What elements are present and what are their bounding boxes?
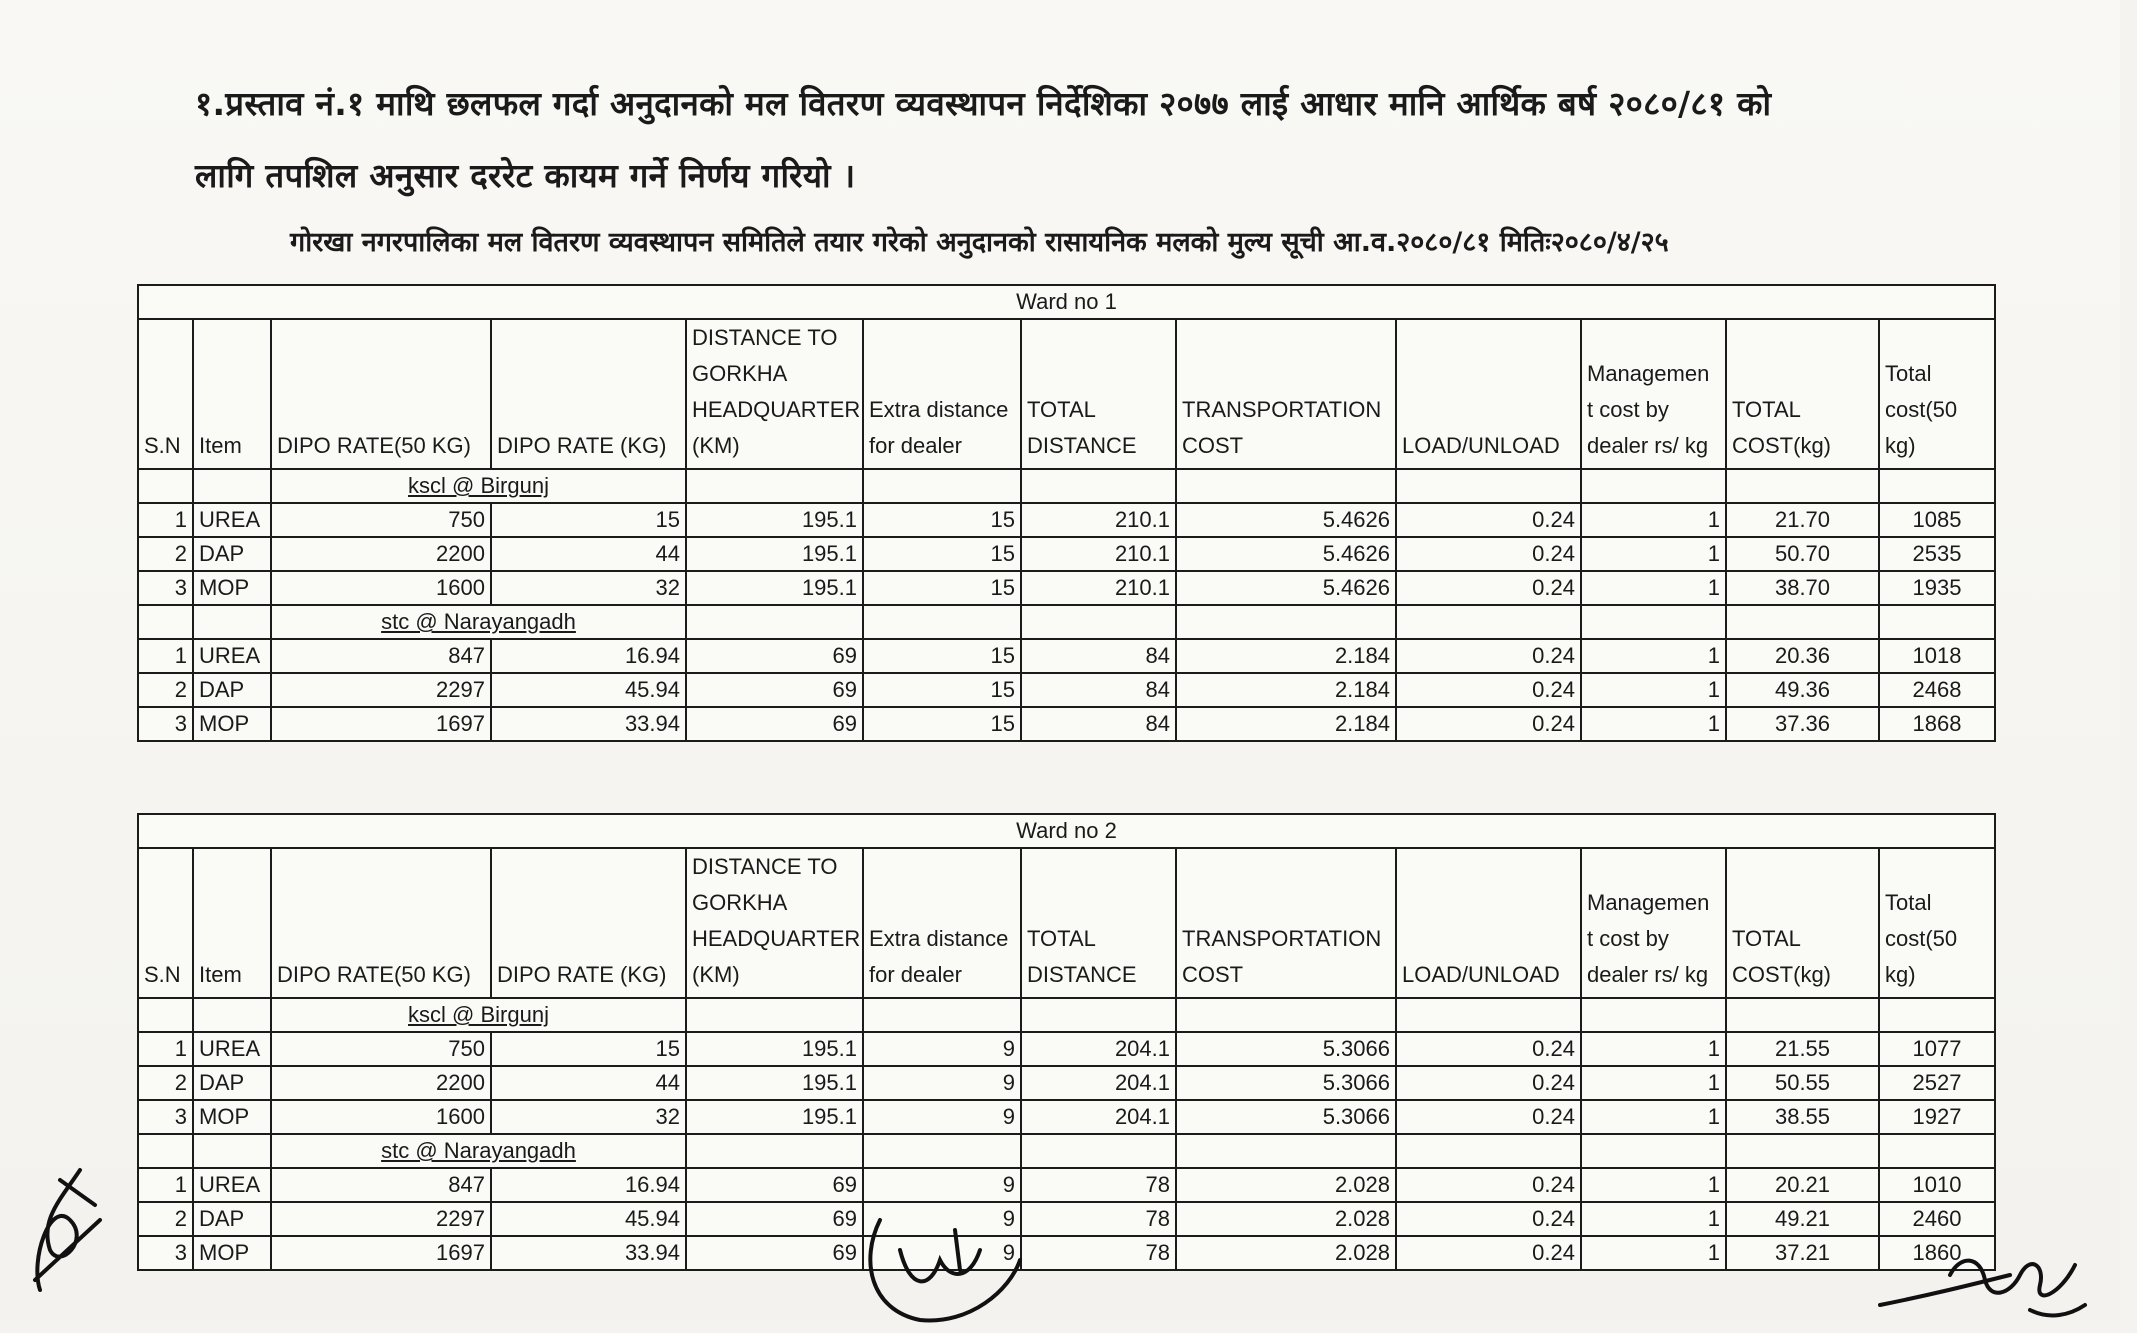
cell-mgmt: 1 bbox=[1581, 503, 1726, 537]
cell-cost-50: 1085 bbox=[1879, 503, 1995, 537]
cell-cost-50: 2527 bbox=[1879, 1066, 1995, 1100]
cell-item: UREA bbox=[193, 503, 271, 537]
empty-cell bbox=[1396, 605, 1581, 639]
cell-dist: 195.1 bbox=[686, 503, 863, 537]
cell-dipo50: 750 bbox=[271, 1032, 491, 1066]
column-header-load: LOAD/UNLOAD bbox=[1396, 848, 1581, 998]
cell-item: DAP bbox=[193, 1066, 271, 1100]
empty-cell bbox=[1726, 1134, 1879, 1168]
column-header-total-cost-50: Total cost(50 kg) bbox=[1879, 319, 1995, 469]
cell-extra: 15 bbox=[863, 537, 1021, 571]
cell-dist: 69 bbox=[686, 1202, 863, 1236]
cell-load: 0.24 bbox=[1396, 1032, 1581, 1066]
source-row bbox=[138, 605, 1995, 639]
cell-cost-50: 2460 bbox=[1879, 1202, 1995, 1236]
cell-cost-kg: 21.70 bbox=[1726, 503, 1879, 537]
column-header-mgmt: Managemen t cost by dealer rs/ kg bbox=[1581, 848, 1726, 998]
empty-cell bbox=[1879, 998, 1995, 1032]
signature-right bbox=[1870, 1235, 2100, 1325]
table-row bbox=[138, 673, 1995, 707]
source-row bbox=[138, 1134, 1995, 1168]
empty-cell bbox=[1021, 469, 1176, 503]
empty-cell bbox=[1176, 605, 1396, 639]
empty-cell bbox=[193, 469, 271, 503]
ward-1-table bbox=[137, 284, 1996, 742]
table-row bbox=[138, 1236, 1995, 1270]
paragraph-line-1: १.प्रस्ताव नं.१ माथि छलफल गर्दा अनुदानको मल वितरण व्यवस्थापन निर्देशिका २०७७ लाई आधार मानि आर्थिक बर्ष २०८०/८१ को bbox=[195, 84, 1772, 123]
empty-cell bbox=[1581, 469, 1726, 503]
cell-mgmt: 1 bbox=[1581, 707, 1726, 741]
cell-load: 0.24 bbox=[1396, 673, 1581, 707]
cell-dipo50: 847 bbox=[271, 639, 491, 673]
empty-cell bbox=[1726, 605, 1879, 639]
empty-cell bbox=[1879, 469, 1995, 503]
cell-total-dist: 78 bbox=[1021, 1202, 1176, 1236]
empty-cell bbox=[686, 469, 863, 503]
cell-sn: 2 bbox=[138, 1202, 193, 1236]
empty-cell bbox=[1021, 605, 1176, 639]
source-name: stc @ Narayangadh bbox=[271, 1134, 686, 1168]
cell-total-dist: 204.1 bbox=[1021, 1032, 1176, 1066]
cell-transport: 5.4626 bbox=[1176, 537, 1396, 571]
cell-transport: 2.184 bbox=[1176, 707, 1396, 741]
cell-total-dist: 204.1 bbox=[1021, 1066, 1176, 1100]
cell-mgmt: 1 bbox=[1581, 1100, 1726, 1134]
ward-2-table bbox=[137, 813, 1996, 1271]
cell-dipokg: 16.94 bbox=[491, 1168, 686, 1202]
cell-dist: 195.1 bbox=[686, 1066, 863, 1100]
cell-extra: 9 bbox=[863, 1236, 1021, 1270]
table-row bbox=[138, 1100, 1995, 1134]
cell-load: 0.24 bbox=[1396, 1066, 1581, 1100]
cell-extra: 15 bbox=[863, 707, 1021, 741]
column-header-item: Item bbox=[193, 319, 271, 469]
cell-sn: 3 bbox=[138, 1236, 193, 1270]
price-list-subtitle: गोरखा नगरपालिका मल वितरण व्यवस्थापन समितिले तयार गरेको अनुदानको रासायनिक मलको मुल्य सूची आ.व.२०८०/८१ मितिः२०८०/४/२५ bbox=[290, 227, 1669, 258]
cell-load: 0.24 bbox=[1396, 1168, 1581, 1202]
cell-load: 0.24 bbox=[1396, 707, 1581, 741]
cell-item: UREA bbox=[193, 639, 271, 673]
header-row bbox=[138, 848, 1995, 998]
empty-cell bbox=[686, 605, 863, 639]
empty-cell bbox=[1021, 998, 1176, 1032]
table-row bbox=[138, 537, 1995, 571]
empty-cell bbox=[1879, 605, 1995, 639]
table-row bbox=[138, 639, 1995, 673]
cell-dipokg: 15 bbox=[491, 503, 686, 537]
cell-sn: 1 bbox=[138, 1032, 193, 1066]
column-header-transport: TRANSPORTATION COST bbox=[1176, 848, 1396, 998]
cell-dipo50: 2297 bbox=[271, 673, 491, 707]
cell-mgmt: 1 bbox=[1581, 1202, 1726, 1236]
cell-transport: 5.3066 bbox=[1176, 1032, 1396, 1066]
cell-total-dist: 210.1 bbox=[1021, 503, 1176, 537]
empty-cell bbox=[193, 998, 271, 1032]
empty-cell bbox=[1176, 469, 1396, 503]
cell-load: 0.24 bbox=[1396, 571, 1581, 605]
cell-transport: 2.028 bbox=[1176, 1202, 1396, 1236]
cell-cost-50: 1868 bbox=[1879, 707, 1995, 741]
source-name: kscl @ Birgunj bbox=[271, 469, 686, 503]
cell-transport: 5.3066 bbox=[1176, 1100, 1396, 1134]
column-header-total-distance: TOTAL DISTANCE bbox=[1021, 319, 1176, 469]
empty-cell bbox=[863, 1134, 1021, 1168]
cell-cost-kg: 49.21 bbox=[1726, 1202, 1879, 1236]
cell-sn: 2 bbox=[138, 673, 193, 707]
cell-item: UREA bbox=[193, 1168, 271, 1202]
empty-cell bbox=[863, 469, 1021, 503]
cell-dipo50: 847 bbox=[271, 1168, 491, 1202]
cell-cost-kg: 50.55 bbox=[1726, 1066, 1879, 1100]
cell-dipokg: 33.94 bbox=[491, 1236, 686, 1270]
cell-dist: 195.1 bbox=[686, 537, 863, 571]
cell-sn: 1 bbox=[138, 639, 193, 673]
cell-extra: 15 bbox=[863, 673, 1021, 707]
cell-extra: 15 bbox=[863, 503, 1021, 537]
cell-cost-50: 1860 bbox=[1879, 1236, 1995, 1270]
cell-extra: 9 bbox=[863, 1202, 1021, 1236]
cell-item: DAP bbox=[193, 1202, 271, 1236]
cell-dipokg: 45.94 bbox=[491, 1202, 686, 1236]
column-header-total-distance: TOTAL DISTANCE bbox=[1021, 848, 1176, 998]
empty-cell bbox=[138, 605, 193, 639]
column-header-dipo-50: DIPO RATE(50 KG) bbox=[271, 319, 491, 469]
cell-transport: 2.184 bbox=[1176, 639, 1396, 673]
source-row bbox=[138, 998, 1995, 1032]
ward-title-row bbox=[138, 814, 1995, 848]
cell-mgmt: 1 bbox=[1581, 571, 1726, 605]
empty-cell bbox=[1581, 605, 1726, 639]
cell-mgmt: 1 bbox=[1581, 1168, 1726, 1202]
cell-cost-kg: 38.55 bbox=[1726, 1100, 1879, 1134]
column-header-extra: Extra distance for dealer bbox=[863, 848, 1021, 998]
cell-mgmt: 1 bbox=[1581, 537, 1726, 571]
cell-transport: 5.4626 bbox=[1176, 503, 1396, 537]
cell-cost-50: 1010 bbox=[1879, 1168, 1995, 1202]
cell-dipokg: 44 bbox=[491, 1066, 686, 1100]
table-row bbox=[138, 1168, 1995, 1202]
column-header-mgmt: Managemen t cost by dealer rs/ kg bbox=[1581, 319, 1726, 469]
empty-cell bbox=[1396, 998, 1581, 1032]
cell-load: 0.24 bbox=[1396, 639, 1581, 673]
column-header-total-cost-50: Total cost(50 kg) bbox=[1879, 848, 1995, 998]
empty-cell bbox=[863, 605, 1021, 639]
empty-cell bbox=[1581, 1134, 1726, 1168]
cell-mgmt: 1 bbox=[1581, 1066, 1726, 1100]
cell-transport: 2.028 bbox=[1176, 1168, 1396, 1202]
cell-transport: 5.3066 bbox=[1176, 1066, 1396, 1100]
cell-item: MOP bbox=[193, 571, 271, 605]
table-row bbox=[138, 503, 1995, 537]
column-header-item: Item bbox=[193, 848, 271, 998]
cell-dist: 69 bbox=[686, 707, 863, 741]
cell-load: 0.24 bbox=[1396, 1202, 1581, 1236]
empty-cell bbox=[1176, 998, 1396, 1032]
cell-dist: 69 bbox=[686, 1236, 863, 1270]
cell-dipokg: 45.94 bbox=[491, 673, 686, 707]
cell-dipo50: 750 bbox=[271, 503, 491, 537]
column-header-transport: TRANSPORTATION COST bbox=[1176, 319, 1396, 469]
cell-cost-50: 1927 bbox=[1879, 1100, 1995, 1134]
cell-item: DAP bbox=[193, 673, 271, 707]
source-row bbox=[138, 469, 1995, 503]
cell-mgmt: 1 bbox=[1581, 673, 1726, 707]
cell-mgmt: 1 bbox=[1581, 1236, 1726, 1270]
column-header-sn: S.N bbox=[138, 319, 193, 469]
cell-cost-kg: 20.21 bbox=[1726, 1168, 1879, 1202]
cell-total-dist: 84 bbox=[1021, 673, 1176, 707]
cell-cost-50: 1935 bbox=[1879, 571, 1995, 605]
column-header-dipo-kg: DIPO RATE (KG) bbox=[491, 319, 686, 469]
cell-extra: 15 bbox=[863, 571, 1021, 605]
table-row bbox=[138, 707, 1995, 741]
cell-load: 0.24 bbox=[1396, 1100, 1581, 1134]
cell-dipo50: 2200 bbox=[271, 537, 491, 571]
ward-title-row bbox=[138, 285, 1995, 319]
table-row bbox=[138, 1066, 1995, 1100]
table-row bbox=[138, 1032, 1995, 1066]
empty-cell bbox=[138, 469, 193, 503]
cell-mgmt: 1 bbox=[1581, 1032, 1726, 1066]
cell-item: DAP bbox=[193, 537, 271, 571]
column-header-load: LOAD/UNLOAD bbox=[1396, 319, 1581, 469]
cell-cost-50: 1018 bbox=[1879, 639, 1995, 673]
cell-transport: 2.184 bbox=[1176, 673, 1396, 707]
empty-cell bbox=[1396, 469, 1581, 503]
cell-dipokg: 32 bbox=[491, 571, 686, 605]
decision-paragraph bbox=[195, 68, 1975, 212]
cell-total-dist: 78 bbox=[1021, 1168, 1176, 1202]
cell-total-dist: 84 bbox=[1021, 707, 1176, 741]
source-name: stc @ Narayangadh bbox=[271, 605, 686, 639]
cell-dipo50: 1697 bbox=[271, 707, 491, 741]
column-header-dipo-50: DIPO RATE(50 KG) bbox=[271, 848, 491, 998]
cell-extra: 15 bbox=[863, 639, 1021, 673]
column-header-total-cost-kg: TOTAL COST(kg) bbox=[1726, 848, 1879, 998]
empty-cell bbox=[1176, 1134, 1396, 1168]
cell-cost-kg: 21.55 bbox=[1726, 1032, 1879, 1066]
ward-title: Ward no 2 bbox=[138, 814, 1995, 848]
source-name: kscl @ Birgunj bbox=[271, 998, 686, 1032]
cell-sn: 3 bbox=[138, 1100, 193, 1134]
cell-extra: 9 bbox=[863, 1066, 1021, 1100]
column-header-dipo-kg: DIPO RATE (KG) bbox=[491, 848, 686, 998]
cell-sn: 3 bbox=[138, 707, 193, 741]
signature-left bbox=[20, 1160, 110, 1310]
empty-cell bbox=[193, 605, 271, 639]
empty-cell bbox=[1021, 1134, 1176, 1168]
paragraph-line-2: लागि तपशिल अनुसार दररेट कायम गर्ने निर्णय गरियो । bbox=[195, 156, 856, 195]
cell-sn: 3 bbox=[138, 571, 193, 605]
table-row bbox=[138, 1202, 1995, 1236]
cell-load: 0.24 bbox=[1396, 537, 1581, 571]
cell-dipokg: 15 bbox=[491, 1032, 686, 1066]
cell-total-dist: 78 bbox=[1021, 1236, 1176, 1270]
cell-dipo50: 1600 bbox=[271, 571, 491, 605]
column-header-sn: S.N bbox=[138, 848, 193, 998]
cell-transport: 2.028 bbox=[1176, 1236, 1396, 1270]
cell-item: UREA bbox=[193, 1032, 271, 1066]
column-header-total-cost-kg: TOTAL COST(kg) bbox=[1726, 319, 1879, 469]
table-row bbox=[138, 571, 1995, 605]
cell-dipokg: 33.94 bbox=[491, 707, 686, 741]
cell-cost-kg: 38.70 bbox=[1726, 571, 1879, 605]
cell-sn: 1 bbox=[138, 503, 193, 537]
cell-cost-50: 1077 bbox=[1879, 1032, 1995, 1066]
cell-cost-kg: 37.21 bbox=[1726, 1236, 1879, 1270]
cell-item: MOP bbox=[193, 1236, 271, 1270]
cell-cost-kg: 49.36 bbox=[1726, 673, 1879, 707]
column-header-distance: DISTANCE TO GORKHA HEADQUARTER (KM) bbox=[686, 319, 863, 469]
empty-cell bbox=[686, 998, 863, 1032]
cell-dipokg: 32 bbox=[491, 1100, 686, 1134]
empty-cell bbox=[1879, 1134, 1995, 1168]
ward-title: Ward no 1 bbox=[138, 285, 1995, 319]
cell-total-dist: 204.1 bbox=[1021, 1100, 1176, 1134]
empty-cell bbox=[863, 998, 1021, 1032]
cell-load: 0.24 bbox=[1396, 1236, 1581, 1270]
cell-item: MOP bbox=[193, 707, 271, 741]
cell-extra: 9 bbox=[863, 1032, 1021, 1066]
cell-dist: 69 bbox=[686, 639, 863, 673]
header-row bbox=[138, 319, 1995, 469]
column-header-distance: DISTANCE TO GORKHA HEADQUARTER (KM) bbox=[686, 848, 863, 998]
cell-dist: 195.1 bbox=[686, 571, 863, 605]
cell-cost-50: 2535 bbox=[1879, 537, 1995, 571]
cell-total-dist: 210.1 bbox=[1021, 571, 1176, 605]
empty-cell bbox=[138, 1134, 193, 1168]
cell-extra: 9 bbox=[863, 1168, 1021, 1202]
cell-cost-50: 2468 bbox=[1879, 673, 1995, 707]
cell-mgmt: 1 bbox=[1581, 639, 1726, 673]
cell-dipo50: 1697 bbox=[271, 1236, 491, 1270]
cell-total-dist: 84 bbox=[1021, 639, 1176, 673]
cell-cost-kg: 50.70 bbox=[1726, 537, 1879, 571]
cell-total-dist: 210.1 bbox=[1021, 537, 1176, 571]
cell-item: MOP bbox=[193, 1100, 271, 1134]
cell-dist: 69 bbox=[686, 673, 863, 707]
cell-transport: 5.4626 bbox=[1176, 571, 1396, 605]
cell-dipo50: 2200 bbox=[271, 1066, 491, 1100]
cell-extra: 9 bbox=[863, 1100, 1021, 1134]
cell-dipokg: 16.94 bbox=[491, 639, 686, 673]
cell-dipo50: 2297 bbox=[271, 1202, 491, 1236]
cell-dist: 195.1 bbox=[686, 1032, 863, 1066]
empty-cell bbox=[1726, 469, 1879, 503]
cell-sn: 2 bbox=[138, 537, 193, 571]
empty-cell bbox=[1396, 1134, 1581, 1168]
cell-sn: 2 bbox=[138, 1066, 193, 1100]
empty-cell bbox=[138, 998, 193, 1032]
cell-load: 0.24 bbox=[1396, 503, 1581, 537]
empty-cell bbox=[193, 1134, 271, 1168]
empty-cell bbox=[686, 1134, 863, 1168]
empty-cell bbox=[1581, 998, 1726, 1032]
cell-sn: 1 bbox=[138, 1168, 193, 1202]
cell-cost-kg: 20.36 bbox=[1726, 639, 1879, 673]
column-header-extra: Extra distance for dealer bbox=[863, 319, 1021, 469]
cell-dipokg: 44 bbox=[491, 537, 686, 571]
empty-cell bbox=[1726, 998, 1879, 1032]
cell-cost-kg: 37.36 bbox=[1726, 707, 1879, 741]
cell-dipo50: 1600 bbox=[271, 1100, 491, 1134]
cell-dist: 69 bbox=[686, 1168, 863, 1202]
cell-dist: 195.1 bbox=[686, 1100, 863, 1134]
signature-middle bbox=[860, 1200, 1040, 1330]
